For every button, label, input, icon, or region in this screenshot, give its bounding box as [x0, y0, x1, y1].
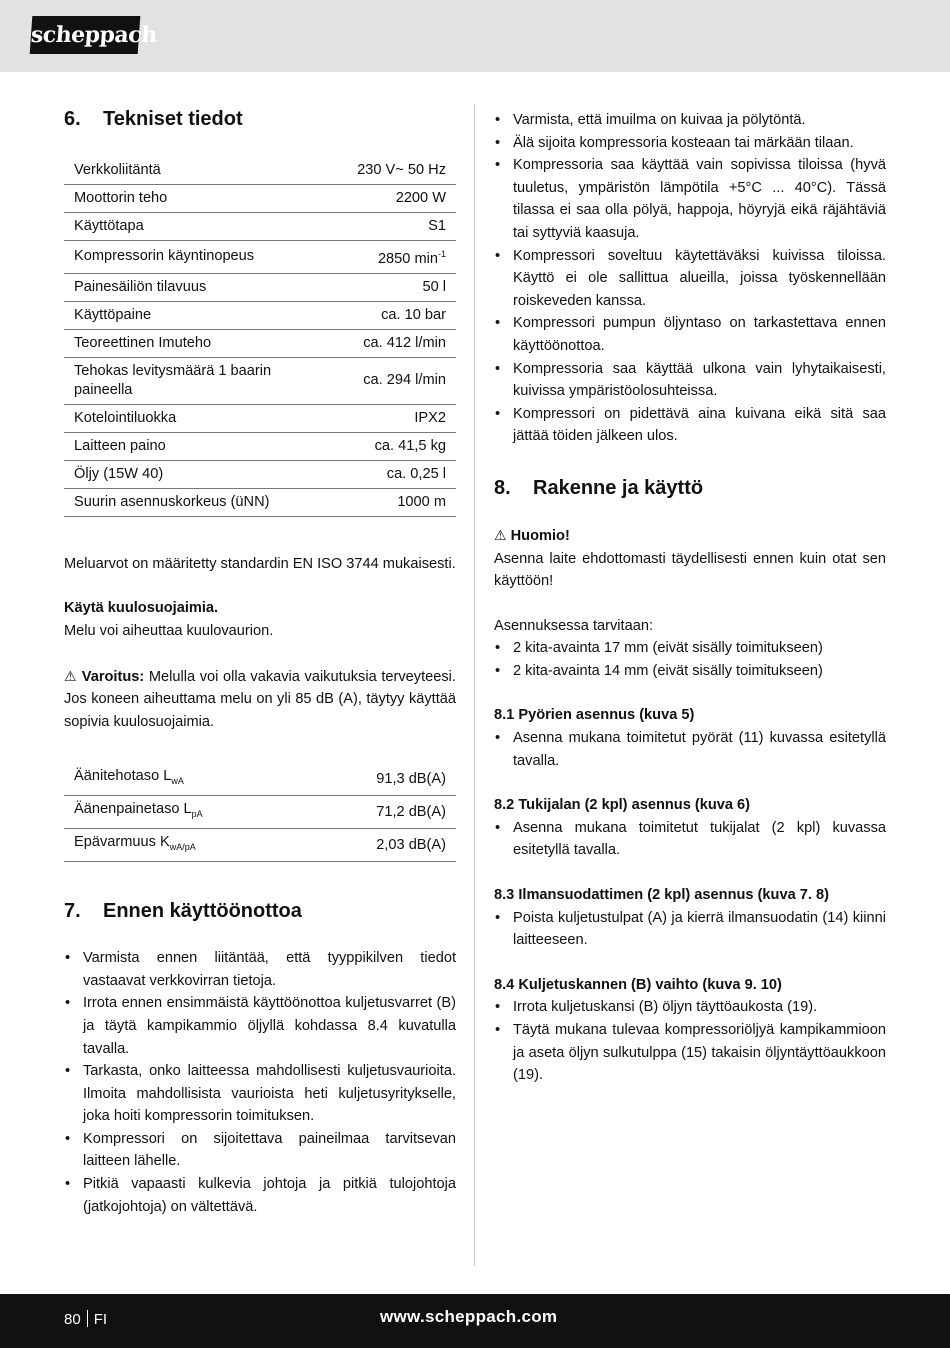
- sound-value: 2,03 dB(A): [308, 829, 456, 862]
- list-item: • Täytä mukana tulevaa kompressoriöljyä kampikammioon ja aseta öljyn sulkutulppa (15) takaisin öljyntäyttöaukkoon (19).: [494, 1019, 886, 1087]
- table-row: [64, 185, 456, 213]
- subsection-list: [494, 727, 886, 772]
- list-item: • 2 kita-avainta 17 mm (eivät sisälly toimitukseen): [494, 637, 886, 660]
- list-item: • Poista kuljetustulpat (A) ja kierrä ilmansuodatin (14) kiinni laitteeseen.: [494, 907, 886, 952]
- notice-label: Huomio!: [510, 527, 570, 544]
- spec-label: Käyttöpaine: [64, 301, 304, 329]
- header-bar: [0, 0, 950, 72]
- spec-label: Käyttötapa: [64, 213, 304, 241]
- spec-value: ca. 0,25 l: [304, 460, 456, 488]
- table-row: [64, 213, 456, 241]
- left-column: [64, 104, 456, 1218]
- scheppach-logo: scheppach: [30, 16, 141, 54]
- table-row: [64, 301, 456, 329]
- table-row: [64, 329, 456, 357]
- spec-value: 2850 $\min^{-1}$: [304, 241, 456, 274]
- sound-label: Äänitehotaso $L_{wA}$: [64, 763, 308, 795]
- hearing-protection-heading: Käytä kuulosuojaimia.: [64, 600, 219, 617]
- language-code: FI: [93, 1311, 108, 1328]
- spec-value: 1000 m: [304, 488, 456, 516]
- warning-label: Varoitus:: [81, 668, 145, 685]
- section-number: 6.: [64, 108, 81, 130]
- section-title: Tekniset tiedot: [103, 108, 243, 130]
- warning-triangle-icon: ⚠: [494, 526, 507, 543]
- spec-table: [64, 157, 456, 517]
- spec-label: Kompressorin käyntinopeus: [64, 241, 304, 274]
- warning-paragraph: [64, 665, 456, 734]
- spec-label: Painesäiliön tilavuus: [64, 273, 304, 301]
- spec-value: ca. 294 l/min: [304, 357, 456, 404]
- list-item: • Kompressori soveltuu käytettäväksi kuivissa tiloissa. Käyttö ei ole sallittua alueilla, joissa työskennellään roiskeveden kanssa.: [494, 245, 886, 313]
- warning-triangle-icon: ⚠: [64, 667, 78, 684]
- sound-label: Äänenpainetaso $L_{pA}$: [64, 796, 308, 829]
- subsection-title: 8.4 Kuljetuskannen (B) vaihto (kuva 9. 10): [494, 976, 782, 993]
- list-item: • Älä sijoita kompressoria kosteaan tai märkään tilaan.: [494, 132, 886, 155]
- section7-heading: [64, 900, 456, 923]
- page-number: 80: [64, 1311, 81, 1328]
- list-item: • 2 kita-avainta 14 mm (eivät sisälly toimitukseen): [494, 660, 886, 683]
- spec-value: 50 l: [304, 273, 456, 301]
- table-row: [64, 460, 456, 488]
- spec-label: Tehokas levitysmäärä 1 baarin paineella: [64, 357, 304, 404]
- spec-label: Moottorin teho: [64, 185, 304, 213]
- section8-heading: [494, 477, 886, 500]
- tools-list: [494, 637, 886, 682]
- table-row: [64, 357, 456, 404]
- list-item: • Kompressori on sijoitettava paineilmaa tarvitsevan laitteen lähelle.: [64, 1128, 456, 1173]
- spec-label: Teoreettinen Imuteho: [64, 329, 304, 357]
- list-item: • Kompressori pumpun öljyntaso on tarkastettava ennen käyttöönottoa.: [494, 312, 886, 357]
- table-row: [64, 796, 456, 829]
- section7-list-continued: [494, 109, 886, 448]
- spec-label: Laitteen paino: [64, 432, 304, 460]
- page-indicator: [64, 1310, 107, 1328]
- table-row: [64, 432, 456, 460]
- table-row: [64, 488, 456, 516]
- spec-value: ca. 10 bar: [304, 301, 456, 329]
- page-separator: [87, 1310, 88, 1327]
- spec-label: Suurin asennuskorkeus (üNN): [64, 488, 304, 516]
- subsection-title: 8.3 Ilmansuodattimen (2 kpl) asennus (kuva 7. 8): [494, 887, 829, 904]
- warning-text: Melulla voi olla vakavia vaikutuksia terveyteesi. Jos koneen aiheuttama melu on yli 85 dB (A), täytyy käyttää sopivia kuulosuojaimia.: [64, 668, 456, 730]
- table-row: [64, 763, 456, 795]
- footer-bar: [0, 1294, 950, 1348]
- column-divider: [474, 104, 475, 1266]
- sound-label: Epävarmuus $K_{wA/pA}$: [64, 829, 308, 862]
- spec-value: ca. 41,5 kg: [304, 432, 456, 460]
- spec-value: ca. 412 l/min: [304, 329, 456, 357]
- section-title: Ennen käyttöönottoa: [103, 900, 302, 923]
- spec-label: Verkkoliitäntä: [64, 157, 304, 185]
- spec-value: 2200 W: [304, 185, 456, 213]
- list-item: • Kompressoria saa käyttää vain sopivissa tiloissa (hyvä tuuletus, ympäristön lämpötila +5°C ... 40°C). Tässä tilassa ei saa olla pölyä, happoja, höyryjä eikä räjähtäviä tai syttyviä kaasuja.: [494, 154, 886, 244]
- spec-label: Öljy (15W 40): [64, 460, 304, 488]
- section-title: Rakenne ja käyttö: [533, 476, 704, 499]
- section7-list: [64, 947, 456, 1218]
- list-item: • Irrota kuljetuskansi (B) öljyn täyttöaukosta (19).: [494, 996, 886, 1019]
- table-row: [64, 404, 456, 432]
- notice-text: Asenna laite ehdottomasti täydellisesti ennen kuin otat sen käyttöön!: [494, 550, 886, 590]
- spec-value: IPX2: [304, 404, 456, 432]
- noise-paragraph: Meluarvot on määritetty standardin EN ISO 3744 mukaisesti.: [64, 555, 456, 572]
- tools-intro: Asennuksessa tarvitaan:: [494, 617, 653, 634]
- website-url: www.scheppach.com: [380, 1307, 558, 1326]
- list-item: • Tarkasta, onko laitteessa mahdollisesti kuljetusvaurioita. Ilmoita mahdollisista vaurioista heti kuljetusyritykselle, joka hoiti kompressorin toimituksen.: [64, 1060, 456, 1128]
- list-item: • Irrota ennen ensimmäistä käyttöönottoa kuljetusvarret (B) ja täytä kampikammio öljyllä kohdassa 8.4 kuvatulla tavalla.: [64, 992, 456, 1060]
- table-row: [64, 273, 456, 301]
- list-item: • Asenna mukana toimitetut pyörät (11) kuvassa esitetyllä tavalla.: [494, 727, 886, 772]
- subsection-list: [494, 996, 886, 1086]
- hearing-protection-text: Melu voi aiheuttaa kuulovaurion.: [64, 623, 274, 640]
- subsection-title: 8.2 Tukijalan (2 kpl) asennus (kuva 6): [494, 797, 751, 814]
- section-number: 7.: [64, 900, 81, 923]
- list-item: • Varmista ennen liitäntää, että tyyppikilven tiedot vastaavat verkkovirran tietoja.: [64, 947, 456, 992]
- sound-table: [64, 763, 456, 862]
- list-item: • Pitkiä vapaasti kulkevia johtoja ja pitkiä tulojohtoja (jatkojohtoja) on vältettävä.: [64, 1173, 456, 1218]
- right-column: [494, 104, 886, 1087]
- sound-value: 71,2 dB(A): [308, 796, 456, 829]
- subsection-list: [494, 907, 886, 952]
- section-number: 8.: [494, 476, 511, 499]
- table-row: [64, 829, 456, 862]
- spec-label: Kotelointiluokka: [64, 404, 304, 432]
- spec-value: 230 V~ 50 Hz: [304, 157, 456, 185]
- sound-value: 91,3 dB(A): [308, 763, 456, 795]
- table-row: [64, 241, 456, 274]
- table-row: [64, 157, 456, 185]
- notice-heading: [494, 524, 886, 548]
- list-item: • Kompressori on pidettävä aina kuivana eikä sitä saa jättää töiden jälkeen ulos.: [494, 403, 886, 448]
- subsection-title: 8.1 Pyörien asennus (kuva 5): [494, 707, 695, 724]
- section6-heading: [64, 108, 456, 131]
- spec-value: S1: [304, 213, 456, 241]
- list-item: • Varmista, että imuilma on kuivaa ja pölytöntä.: [494, 109, 886, 132]
- subsection-list: [494, 817, 886, 862]
- list-item: • Kompressoria saa käyttää ulkona vain lyhytaikaisesti, kuivissa ympäristöolosuhteissa.: [494, 358, 886, 403]
- list-item: • Asenna mukana toimitetut tukijalat (2 kpl) kuvassa esitetyllä tavalla.: [494, 817, 886, 862]
